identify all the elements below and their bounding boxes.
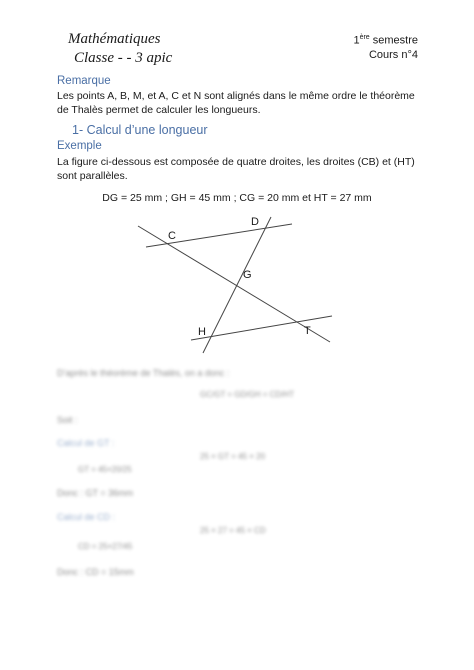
semester-number: 1 (353, 34, 360, 47)
course-number: Cours n°4 (368, 48, 418, 61)
blurred-cd-result: Donc : CD = 15mm (57, 567, 134, 577)
label-g: G (243, 269, 252, 281)
semester-superscript: ère (359, 34, 370, 41)
blurred-gt-frac: GT = 45×20/25 (78, 465, 132, 474)
example-text: La figure ci-dessous est composée de quatre droites, les droites (CB) et (HT) sont parallèles. (57, 156, 415, 182)
line-ht (191, 316, 332, 340)
class-title: Classe - - 3 apic (74, 50, 173, 66)
label-c: C (168, 230, 176, 242)
subject-title: Mathématiques (68, 31, 161, 47)
blurred-cd-frac: CD = 25×27/45 (78, 542, 133, 551)
semester-word: semestre (372, 34, 418, 47)
blurred-calc-cd: Calcul de CD : (57, 512, 116, 522)
remark-text: Les points A, B, M, et A, C et N sont alignés dans le même ordre le théorème de Thalès permet de calculer les longueurs. (57, 90, 415, 116)
blurred-eq-gt: 25 × GT = 45 × 20 (200, 452, 266, 461)
blurred-soit: Soit : (57, 415, 78, 425)
section-heading: 1- Calcul d’une longueur (72, 123, 208, 137)
measures-line: DG = 25 mm ; GH = 45 mm ; CG = 20 mm et HT = 27 mm (102, 192, 372, 204)
blurred-ratio: GC/GT = GD/GH = CD/HT (200, 390, 295, 399)
line-ct (138, 226, 330, 342)
blurred-eq-cd: 25 × 27 = 45 × CD (200, 526, 266, 535)
label-t: T (304, 325, 311, 337)
blurred-solution (0, 360, 474, 600)
remark-label: Remarque (57, 75, 111, 87)
blurred-intro: D’après le théorème de Thalès, on a donc : (57, 368, 230, 378)
blurred-gt-result: Donc : GT = 36mm (57, 488, 134, 498)
blurred-calc-gt: Calcul de GT : (57, 438, 115, 448)
example-label: Exemple (57, 140, 102, 152)
label-d: D (251, 216, 259, 228)
label-h: H (198, 326, 206, 338)
